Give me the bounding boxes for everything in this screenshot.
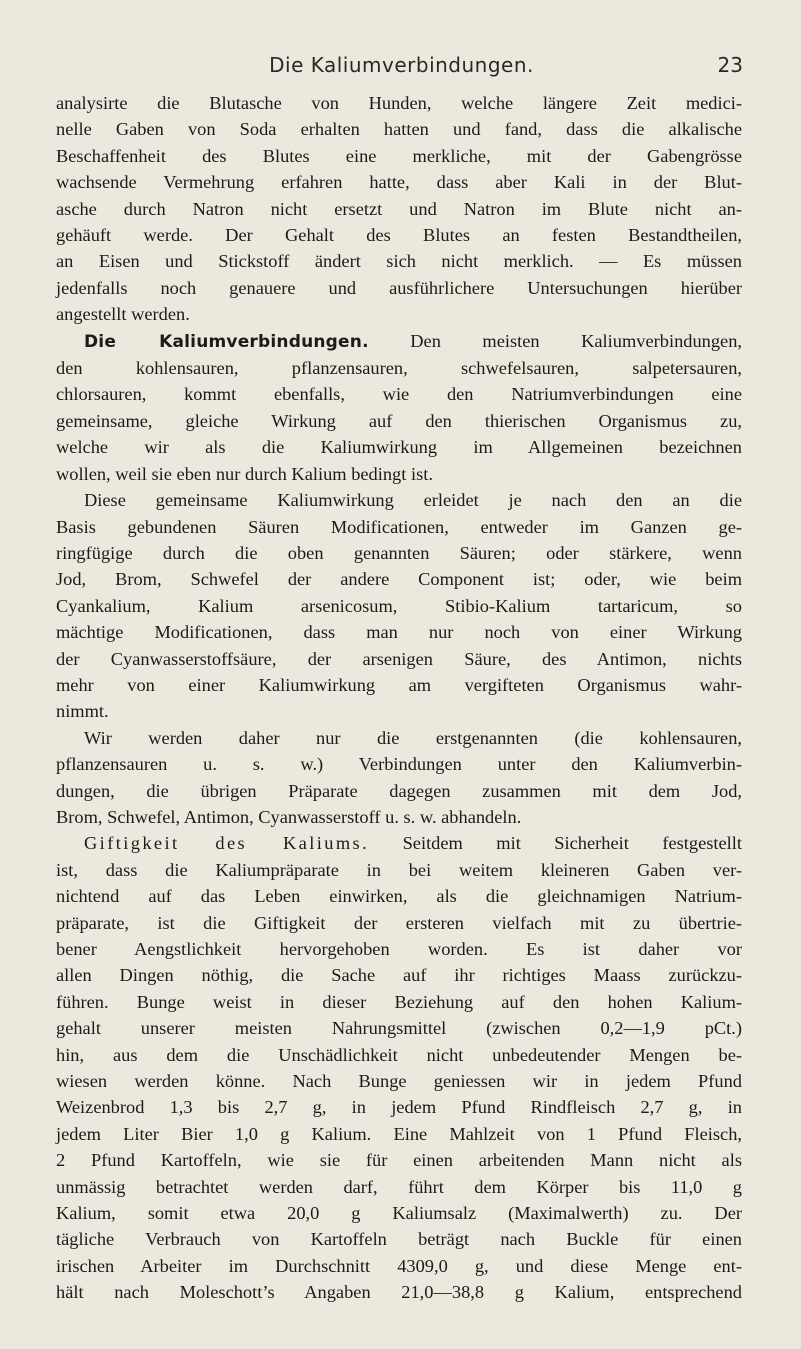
text-line: hält nach Moleschott’s Angaben 21,0—38,8 g Kalium, entsprechend	[56, 1282, 742, 1303]
text-line: 2 Pfund Kartoffeln, wie sie für einen arbeitenden Mann nicht als	[56, 1150, 742, 1171]
text-line: Weizenbrod 1,3 bis 2,7 g, in jedem Pfund Rindfleisch 2,7 g, in	[56, 1097, 742, 1118]
text-line: Diese gemeinsame Kaliumwirkung erleidet je nach den an die	[84, 490, 742, 511]
text-line: hin, aus dem die Unschädlichkeit nicht unbedeutender Mengen be-	[56, 1044, 742, 1065]
body-text	[56, 90, 742, 1306]
text-line: wachsende Vermehrung erfahren hatte, dass aber Kali in der Blut-	[56, 172, 742, 193]
paragraph-4	[56, 725, 742, 831]
text-line: ist, dass die Kaliumpräparate in bei weitem kleineren Gaben ver-	[56, 859, 742, 880]
text-line: präparate, ist die Giftigkeit der ersteren vielfach mit zu übertrie-	[56, 912, 742, 933]
spaced-heading: Giftigkeit des Kaliums.	[84, 833, 370, 854]
text-line: an Eisen und Stickstoff ändert sich nicht merklich. — Es müssen	[56, 251, 742, 272]
text-line: führen. Bunge weist in dieser Beziehung auf den hohen Kalium-	[56, 991, 742, 1012]
text-line: den kohlensauren, pflanzensauren, schwefelsauren, salpetersauren,	[56, 358, 742, 379]
text-line: angestellt werden.	[56, 304, 190, 325]
text-line: chlorsauren, kommt ebenfalls, wie den Natriumverbindungen eine	[56, 384, 742, 405]
text-line: wiesen werden könne. Nach Bunge geniessen wir in jedem Pfund	[56, 1071, 742, 1092]
paragraph-3	[56, 487, 742, 725]
text-line: dungen, die übrigen Präparate dagegen zusammen mit dem Jod,	[56, 780, 742, 801]
text-line: mächtige Modificationen, dass man nur noch von einer Wirkung	[56, 622, 742, 643]
text-line: ringfügige durch die oben genannten Säuren; oder stärkere, wenn	[56, 542, 742, 563]
page-number: 23	[717, 53, 743, 77]
text-line	[56, 830, 742, 856]
text-line: der Cyanwasserstoffsäure, der arsenigen Säure, des Antimon, nichts	[56, 648, 742, 669]
text-line: unmässig betrachtet werden darf, führt dem Körper bis 11,0 g	[56, 1176, 742, 1197]
text-line: nichtend auf das Leben einwirken, als die gleichnamigen Natrium-	[56, 886, 742, 907]
text-line: analysirte die Blutasche von Hunden, welche längere Zeit medici-	[56, 93, 742, 113]
text-run: Seitdem mit Sicherheit festgestellt	[369, 833, 742, 854]
text-line: mehr von einer Kaliumwirkung am vergifteten Organismus wahr-	[56, 674, 742, 695]
text-line: gehäuft werde. Der Gehalt des Blutes an festen Bestandtheilen,	[56, 225, 742, 246]
text-run: Den meisten Kaliumverbindungen,	[368, 330, 742, 351]
text-line: Wir werden daher nur die erstgenannten (die kohlensauren,	[84, 727, 742, 748]
text-line: Brom, Schwefel, Antimon, Cyanwasserstoff u. s. w. abhandeln.	[56, 806, 522, 827]
text-line: Jod, Brom, Schwefel der andere Component ist; oder, wie beim	[56, 569, 742, 590]
text-line	[56, 328, 742, 355]
text-line: welche wir als die Kaliumwirkung im Allgemeinen bezeichnen	[56, 437, 742, 458]
text-line: wollen, weil sie eben nur durch Kalium bedingt ist.	[56, 463, 433, 484]
text-line: nelle Gaben von Soda erhalten hatten und fand, dass die alkalische	[56, 119, 742, 140]
text-line: asche durch Natron nicht ersetzt und Natron im Blute nicht an-	[56, 198, 742, 219]
text-line: Kalium, somit etwa 20,0 g Kaliumsalz (Maximalwerth) zu. Der	[56, 1203, 742, 1224]
text-line: Cyankalium, Kalium arsenicosum, Stibio-Kalium tartaricum, so	[56, 595, 742, 616]
page-header	[60, 53, 743, 81]
text-line: bener Aengstlichkeit hervorgehoben worden. Es ist daher vor	[56, 939, 742, 959]
text-line: gemeinsame, gleiche Wirkung auf den thierischen Organismus zu,	[56, 410, 742, 431]
text-line: tägliche Verbrauch von Kartoffeln beträgt nach Buckle für einen	[56, 1229, 742, 1250]
text-line: pflanzensauren u. s. w.) Verbindungen unter den Kaliumverbin-	[56, 754, 742, 775]
section-heading: Die Kaliumverbindungen.	[84, 331, 369, 352]
paragraph-2	[56, 328, 742, 487]
paragraph-1	[56, 90, 742, 328]
text-line: Beschaffenheit des Blutes eine merkliche, mit der Gabengrösse	[56, 145, 742, 166]
text-line: jedem Liter Bier 1,0 g Kalium. Eine Mahlzeit von 1 Pfund Fleisch,	[56, 1123, 742, 1144]
text-line: irischen Arbeiter im Durchschnitt 4309,0 g, und diese Menge ent-	[56, 1255, 742, 1276]
text-line: jedenfalls noch genauere und ausführlichere Untersuchungen hierüber	[56, 277, 742, 298]
text-line: gehalt unserer meisten Nahrungsmittel (zwischen 0,2—1,9 pCt.)	[56, 1018, 742, 1039]
text-line: allen Dingen nöthig, die Sache auf ihr richtiges Maass zurückzu-	[56, 965, 742, 986]
paragraph-5	[56, 830, 742, 1305]
running-title: Die Kaliumverbindungen.	[269, 53, 534, 77]
text-line: nimmt.	[56, 701, 109, 722]
text-line: Basis gebundenen Säuren Modificationen, entweder im Ganzen ge-	[56, 516, 742, 537]
